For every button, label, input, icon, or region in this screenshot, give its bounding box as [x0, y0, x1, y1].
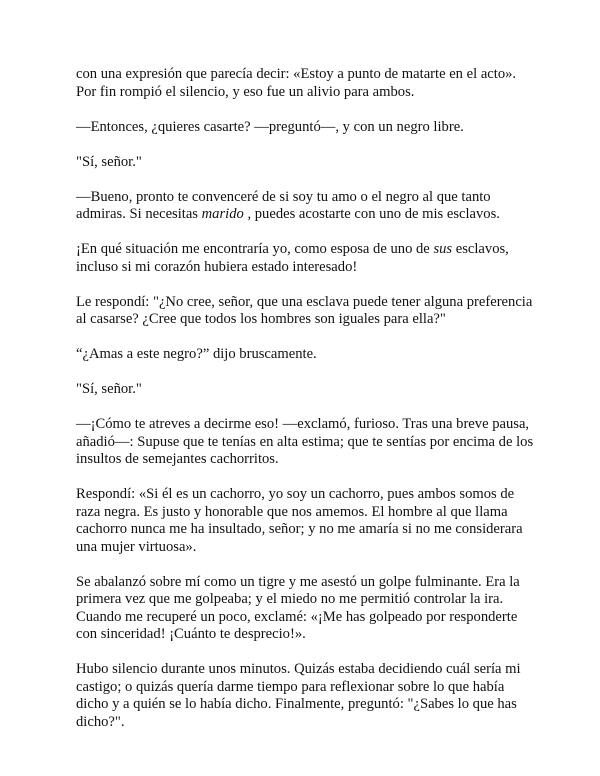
paragraph [76, 294, 534, 329]
paragraph-text: Respondí: «Si él es un cachorro, yo soy un cachorro, pues ambos somos de raza negra. Es justo y honorable que nos amemos. El hombre al que llama cachorro nunca me ha insultado, señor; y no me amaría si no me considerara una mujer virtuosa». [76, 486, 523, 555]
paragraph-text: Le respondí: "¿No cree, señor, que una esclava puede tener alguna preferencia al casarse? ¿Cree que todos los hombres son iguales para ella?" [76, 293, 533, 327]
italic-word: marido [201, 206, 244, 222]
italic-word: sus [433, 241, 453, 257]
paragraph [76, 381, 534, 399]
paragraph-text: “¿Amas a este negro?” dijo bruscamente. [76, 346, 317, 362]
paragraph [76, 486, 534, 556]
paragraph-text: Se abalanzó sobre mí como un tigre y me asestó un golpe fulminante. Era la primera vez que me golpeaba; y el miedo no me permitió controlar la ira. Cuando me recuperé un poco, exclamé: «¡Me has golpeado por responderte con sinceridad! ¡Cuánto te desprecio!». [76, 573, 520, 642]
paragraph [76, 189, 534, 224]
paragraph [76, 154, 534, 172]
paragraph-text: —Bueno, pronto te convenceré de si soy tu amo o el negro al que tanto admiras. Si necesitas [76, 188, 491, 222]
paragraph [76, 346, 534, 364]
paragraph-text: esclavos, incluso si mi corazón hubiera estado interesado! [76, 241, 509, 275]
paragraph-text: "Sí, señor." [76, 153, 142, 170]
paragraph [76, 66, 534, 101]
paragraph-text: ¡En qué situación me encontraría yo, como esposa de uno de [76, 241, 434, 257]
paragraph-text: Hubo silencio durante unos minutos. Quizás estaba decidiendo cuál sería mi castigo; o quizás quería darme tiempo para reflexionar sobre lo que había dicho y a quién se lo había dicho. Finalmente, preguntó: "¿Sabes lo que has dicho?". [76, 661, 521, 730]
paragraph [76, 119, 534, 137]
paragraph-text: con una expresión que parecía decir: «Estoy a punto de matarte en el acto». Por fin rompió el silencio, y eso fue un alivio para ambos. [76, 66, 517, 100]
paragraph-text: "Sí, señor." [76, 381, 142, 397]
paragraph-text: —Entonces, ¿quieres casarte? —preguntó—, y con un negro libre. [76, 118, 464, 135]
paragraph-text: , puedes acostarte con uno de mis esclavos. [243, 206, 500, 222]
paragraph [76, 661, 534, 731]
paragraph [76, 574, 534, 644]
paragraph [76, 241, 534, 276]
paragraph-text: —¡Cómo te atreves a decirme eso! —exclamó, furioso. Tras una breve pausa, añadió—: Supuse que te tenías en alta estima; que te sentías por encima de los insultos de semejantes cachorritos. [76, 416, 534, 467]
paragraph [76, 416, 534, 469]
body-text [76, 66, 534, 749]
